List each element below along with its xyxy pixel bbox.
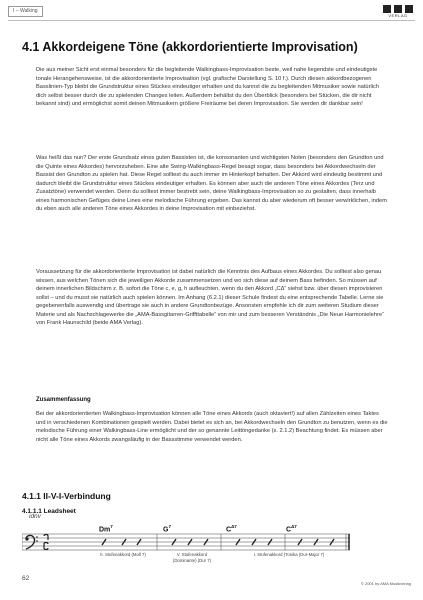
music-staff (22, 532, 352, 554)
leadsheet-heading: 4.1.1.1 Leadsheet (22, 508, 76, 515)
header-rule (8, 20, 415, 21)
stamp-mark: idnv (29, 513, 41, 520)
chord-symbol: Dm$^7$ (99, 524, 113, 534)
paragraph-voraussetzung: Voraussetzung für die akkordorientierte Improvisation ist dabei natürlich die Kenntnis des Aufbaus eines Akkordes. Du solltest also genau wissen, aus welchen Tönen sich die jeweiligen Akkorde zusammensetzen und wo sich diese auf deinem Bass befinden. So müssen auf deinem innerlichen Bildschirm z. B. sofort die Töne c, e, g, h aufleuchten, wenn du den Akkord „CΔ“ siehst bzw. über diesen improvisieren sollst – und du musst sie natürlich auch spielen können. Im Anhang (6.2.1) dieser Schule findest du eine entsprechende Tabelle. Lerne sie gegebenenfalls auswendig und übertrage sie auch in andere Grundtonbezüge. Ansonsten empfehle ich dir zum weiteren Studium dieser Materie und als Nachschlagewerke die „AMA-Bassgitarren-Griffttabelle“ von mir und zum besseren Verständnis „Die Neue Harmonielehre“ von Frank Haunschild (beide AMA Verlag). (36, 269, 384, 326)
running-head: I – Walking (8, 6, 43, 17)
paragraph-summary: Bei der akkordorientierten Walkingbass-Improvisation können alle Töne eines Akkords (auch oktaviert!) auf allen Zählzeiten eines Taktes und in verschiedenen Kombinationen gespielt werden. Dabei bietet es sich an, bei Akkordwechseln den Grundton zu benutzen, wenn es die melodische Führung einer Walkingbass-Line ermöglicht und der so genannte Leittöngedanke (s. 2.1.2) Beachtung findet. Es müssen aber nicht alle Töne eines Akkords zwangsläufig in der Bassstimme verwendet werden. (36, 411, 388, 443)
copyright-notice: © 2001 by AMA Musikverlag (360, 581, 411, 586)
chord-symbol: $G^7$ (163, 524, 171, 534)
chord-caption: V. Stufenakkord (Dominante) (Dur 7) (172, 552, 212, 563)
chord-symbol: $C^{\Delta 7}$ (286, 524, 297, 534)
chord-symbol: $C^{\Delta 7}$ (226, 524, 237, 534)
logo-text: VERLAG (388, 13, 408, 18)
chord-caption: II. Stufenakkord (Moll 7) (100, 552, 146, 557)
summary-heading: Zusammenfassung (36, 397, 91, 403)
chord-caption: I. Stufenakkord (Tonika (Dur-Major 7) (253, 552, 325, 557)
paragraph-grundsatz: Was heißt das nun? Der erste Grundsatz eines guten Bassisten ist, die konsonanten und wichtigsten Noten (besonders den Grundton und die Quinte eines Akkordes) hervorzuheben. Eine alte Swing-Walkingbass-Regel besagt sogar, dass besonders bei Akkordwechseln der Bassist den Grundton zu spielen hat. Diese Regel solltest du auch immer im Hinterkopf behalten. Der Akkord wird eindeutig bestimmt und dadurch bleibt die Grundstruktur eines Stückes eindeutiger erhalten. Es können aber auch die anderen Töne eines Akkordes (Terz und Zusatztöne) verwendet werden. Denn du solltest immer bestrebt sein, deine Walkingbass-Improvisation so zu gestalten, dass innerhalb eines harmonischen Gefüges deine Lines eine melodische Führung ergeben. Das kannst du aber wiederum oft besser verwirklichen, indem du eben auch alle anderen Töne eines Akkordes in deine Improvisation mit einbeziehst. (36, 155, 387, 212)
section-title: 4.1 Akkordeigene Töne (akkordorientierte Improvisation) (22, 40, 358, 54)
publisher-logo (383, 5, 413, 18)
page-number: 62 (22, 575, 30, 582)
subsection-heading: 4.1.1 II-V-I-Verbindung (22, 491, 111, 501)
paragraph-intro: Die aus meiner Sicht erst einmal besonders für die begleitende Walkingbass-Improvisation beste, weil nahe liegendste und eindeutigste tonale Herangehensweise, ist die akkordorientierte Improvisation (vgl. grafische Darstellung S. 10 f.). Durch diesen akkordbezogenen Basslinien-Typ bleibt die Grundstruktur eines Stückes eindeutiger erhalten und du kannst die zu begleitenden Mitmusiker sowie natürlich dich selbst besser durch die zu spielenden Changes leiten. Außerdem behältst du den Überblick (besonders bei Stücken, die dir nicht bekannt sind) und ermöglichst somit deinen Mitmusikern größere Freiräume bei deren Improvisation. Sie werden dir dankbar sein! (36, 67, 380, 107)
